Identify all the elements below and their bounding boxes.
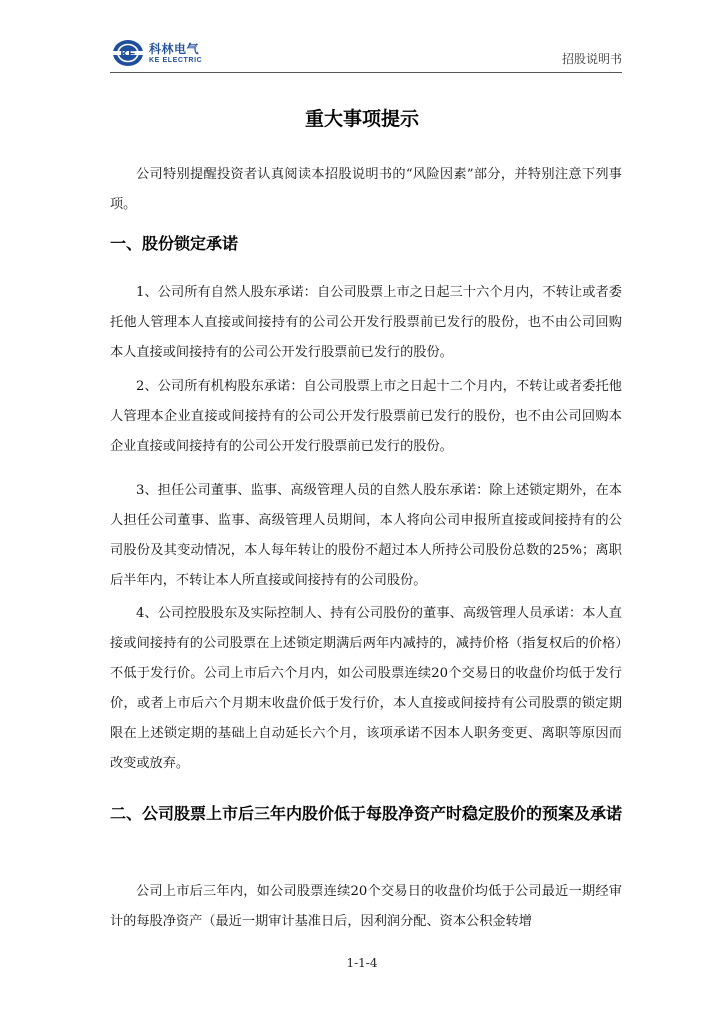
logo-english-name: KE ELECTRIC xyxy=(149,56,203,64)
page-title: 重大事项提示 xyxy=(304,108,419,130)
company-logo xyxy=(110,36,202,70)
document-type-label: 招股说明书 xyxy=(561,52,622,66)
page-number: 1-1-4 xyxy=(346,956,378,970)
header-divider xyxy=(110,72,622,73)
section-1-paragraph-1: 1、公司所有自然人股东承诺：自公司股票上市之日起三十六个月内，不转让或者委托他人管理本人直接或间接持有的公司公开发行股票前已发行的股份，也不由公司回购本人直接或间接持有的公司公开发行股票前已发行的股份。 xyxy=(110,285,622,360)
section-1-paragraph-2: 2、公司所有机构股东承诺：自公司股票上市之日起十二个月内，不转让或者委托他人管理本企业直接或间接持有的公司公开发行股票前已发行的股份，也不由公司回购本企业直接或间接持有的公司公开发行股票前已发行的股份。 xyxy=(110,379,622,454)
svg-text:KE: KE xyxy=(120,48,136,61)
section-1-paragraph-3: 3、担任公司董事、监事、高级管理人员的自然人股东承诺：除上述锁定期外，在本人担任公司董事、监事、高级管理人员期间，本人将向公司申报所直接或间接持有的公司股份及其变动情况，本人每年转让的股份不超过本人所持公司股份总数的25%；离职后半年内，不转让本人所直接或间接持有的公司股份。 xyxy=(110,483,622,588)
logo-wordmark xyxy=(149,42,202,65)
ke-logo-icon xyxy=(110,38,146,68)
section-1-paragraph-4: 4、公司控股股东及实际控制人、持有公司股份的董事、高级管理人员承诺：本人直接或间接持有的公司股票在上述锁定期满后两年内减持的，减持价格（指复权后的价格）不低于发行价。公司上市后六个月内，如公司股票连续20个交易日的收盘价均低于发行价，或者上市后六个月期末收盘价低于发行价，本人直接或间接持有公司股票的锁定期限在上述锁定期的基础上自动延长六个月，该项承诺不因本人职务变更、离职等原因而改变或放弃。 xyxy=(110,606,622,771)
logo-chinese-name: 科林电气 xyxy=(149,41,200,56)
section-2-heading: 二、公司股票上市后三年内股价低于每股净资产时稳定股价的预案及承诺 xyxy=(110,804,623,823)
page-header xyxy=(110,36,622,72)
intro-paragraph: 公司特别提醒投资者认真阅读本招股说明书的“风险因素”部分，并特别注意下列事项。 xyxy=(110,167,622,212)
section-2-paragraph-1: 公司上市后三年内，如公司股票连续20个交易日的收盘价均低于公司最近一期经审计的每股净资产（最近一期审计基准日后，因利润分配、资本公积金转增 xyxy=(110,884,622,929)
section-1-heading: 一、股份锁定承诺 xyxy=(110,234,239,253)
